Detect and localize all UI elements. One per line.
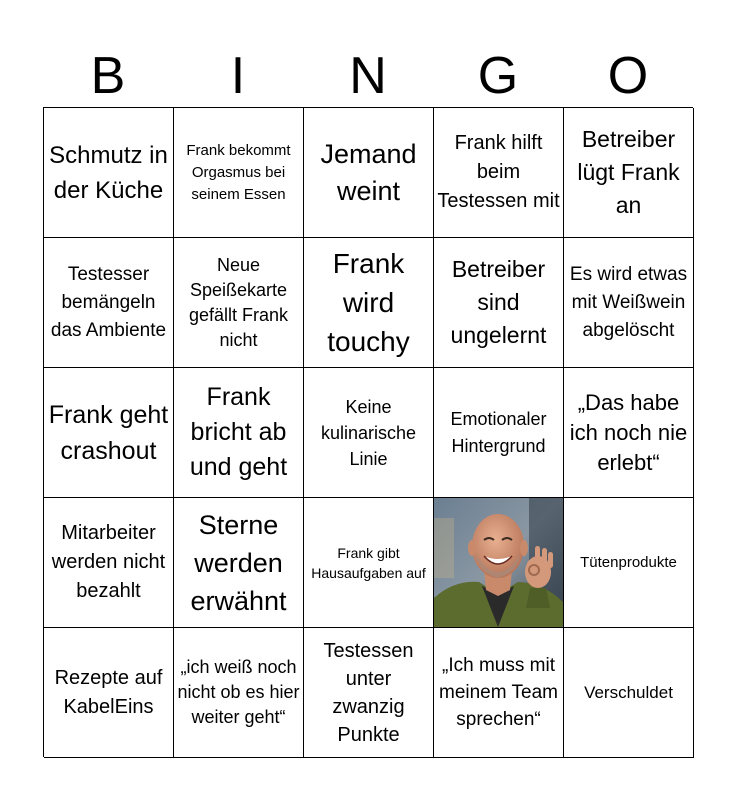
cell-text: Jemand weint	[320, 138, 417, 206]
cell-text: Verschuldet	[584, 682, 673, 702]
bingo-cell[interactable]	[304, 498, 434, 628]
bingo-cell[interactable]	[174, 368, 304, 498]
bingo-cell[interactable]	[564, 498, 694, 628]
smiling-man-photo	[434, 498, 563, 627]
header-letter-n: N	[349, 47, 387, 105]
bingo-cell[interactable]	[434, 628, 564, 758]
cell-text: Schmutz in der Küche	[49, 141, 168, 204]
cell-text: Rezepte auf KabelEins	[54, 666, 163, 718]
bingo-cell[interactable]	[434, 108, 564, 238]
cell-text: Keine kulinarische Linie	[320, 396, 417, 469]
cell-text: Betreiber sind ungelernt	[450, 256, 547, 348]
bingo-cell[interactable]	[174, 628, 304, 758]
header-letter-o: O	[607, 47, 649, 105]
cell-text: Frank geht crashout	[48, 400, 169, 465]
header-letter-i: I	[230, 47, 246, 105]
free-space-cell[interactable]	[434, 498, 564, 628]
cell-text: Testessen unter zwanzig Punkte	[323, 639, 414, 746]
bingo-cell[interactable]	[304, 368, 434, 498]
header-letter-b: B	[90, 47, 126, 105]
bingo-cell[interactable]	[564, 238, 694, 368]
bingo-grid	[43, 107, 693, 757]
cell-text: „Ich muss mit meinem Team sprechen“	[439, 655, 558, 730]
bingo-cell[interactable]	[44, 238, 174, 368]
bingo-cell[interactable]	[434, 368, 564, 498]
cell-text: „Das habe ich noch nie erlebt“	[569, 389, 688, 475]
bingo-cell[interactable]	[434, 238, 564, 368]
bingo-cell[interactable]	[44, 498, 174, 628]
bingo-cell[interactable]	[44, 108, 174, 238]
bingo-cell[interactable]	[304, 628, 434, 758]
cell-text: Betreiber lügt Frank an	[577, 126, 680, 218]
cell-text: Mitarbeiter werden nicht bezahlt	[51, 522, 166, 602]
cell-text: Emotionaler Hintergrund	[450, 408, 547, 456]
cell-text: Es wird etwas mit Weißwein abgelöscht	[569, 263, 688, 341]
header-letter-g: G	[477, 47, 519, 105]
cell-text: Frank wird touchy	[327, 248, 410, 357]
bingo-cell[interactable]	[564, 628, 694, 758]
cell-text: Frank hilft beim Testessen mit	[437, 132, 560, 212]
cell-text: Neue Speißekarte gefällt Frank nicht	[188, 254, 289, 350]
bingo-cell[interactable]	[304, 108, 434, 238]
bingo-header	[43, 44, 693, 108]
cell-text: Frank bekommt Orgasmus bei seinem Essen	[186, 141, 291, 203]
bingo-cell[interactable]	[174, 238, 304, 368]
bingo-cell[interactable]	[174, 498, 304, 628]
bingo-cell[interactable]	[564, 108, 694, 238]
bingo-cell[interactable]	[44, 628, 174, 758]
cell-text: Testesser bemängeln das Ambiente	[50, 263, 167, 341]
cell-text: Frank gibt Hausaufgaben auf	[311, 544, 426, 581]
cell-text: „ich weiß noch nicht ob es hier weiter geht“	[177, 657, 300, 727]
cell-text: Sterne werden erwähnt	[190, 509, 287, 616]
cell-text: Frank bricht ab und geht	[189, 383, 288, 481]
bingo-cell[interactable]	[304, 238, 434, 368]
bingo-cell[interactable]	[44, 368, 174, 498]
cell-text: Tütenprodukte	[580, 554, 677, 571]
bingo-cell[interactable]	[564, 368, 694, 498]
bingo-cell[interactable]	[174, 108, 304, 238]
